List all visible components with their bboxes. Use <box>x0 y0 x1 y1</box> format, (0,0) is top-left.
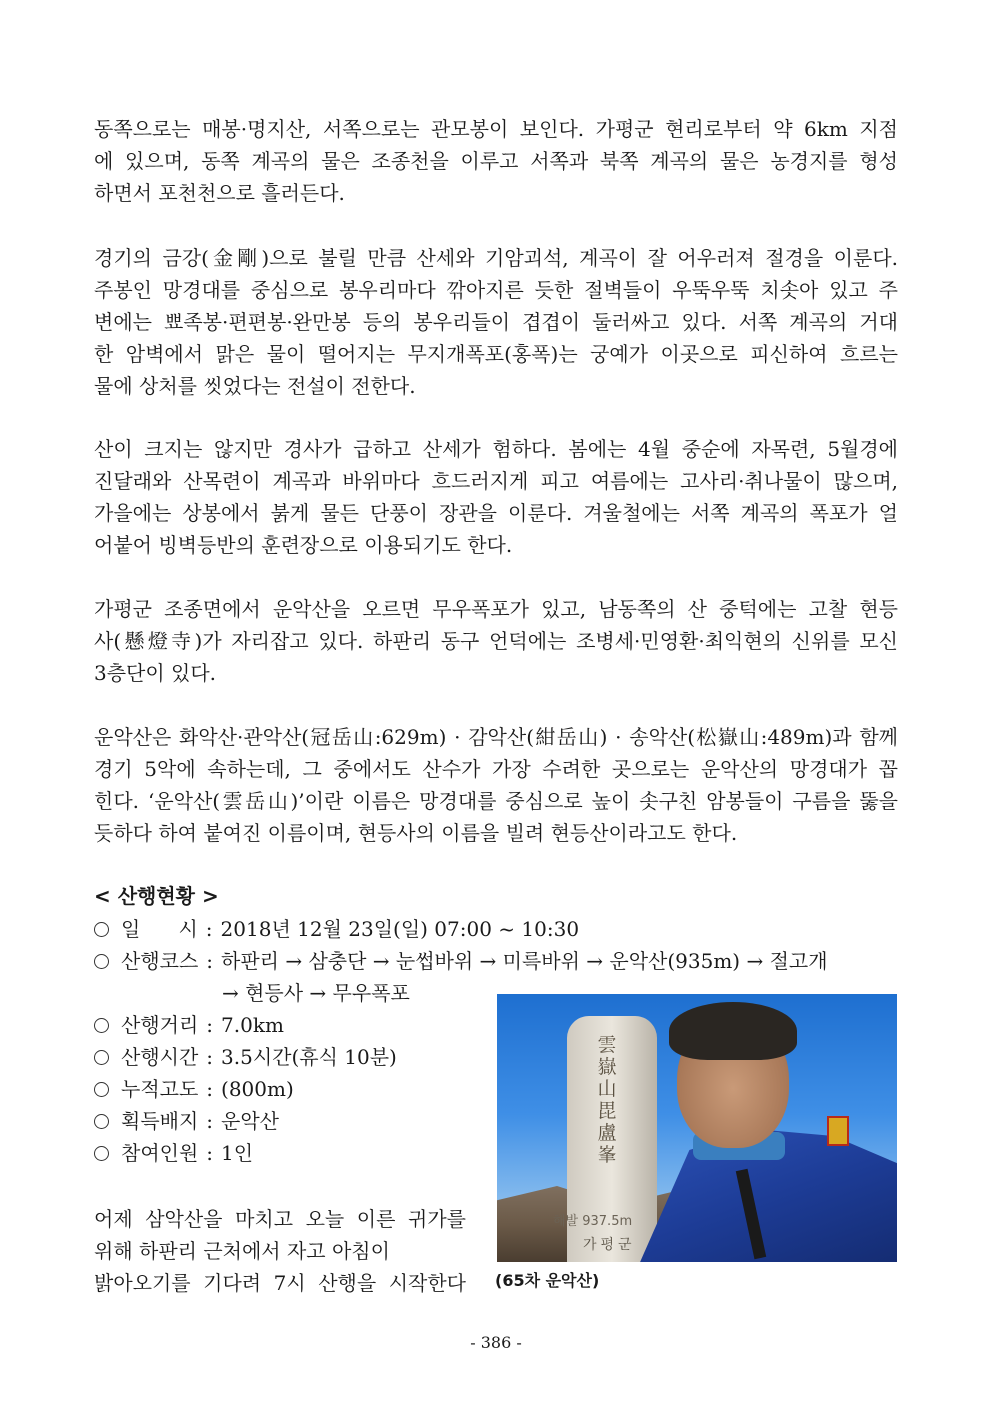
text-line: 가을에는 상봉에서 붉게 물든 단풍이 장관을 이룬다. 겨울철에는 서쪽 계곡의 폭포가 얼 <box>94 501 898 525</box>
text-line: 사(懸燈寺)가 자리잡고 있다. 하판리 동구 언덕에는 조병세·민영환·최익현의 신위를 모신 <box>94 629 898 653</box>
trail-sign <box>827 1116 849 1146</box>
info-row-course <box>94 945 894 977</box>
info-value: 2018년 12월 23일(일) 07:00 ~ 10:30 <box>220 917 580 941</box>
hiker-hair <box>669 1002 797 1060</box>
paragraph-1 <box>94 113 898 209</box>
circle-bullet-icon <box>94 1114 109 1129</box>
text-line: 한 암벽에서 맑은 물이 떨어지는 무지개폭포(홍폭)는 궁예가 이곳으로 피신하여 흐르는 <box>94 342 898 366</box>
info-value: (800m) <box>221 1077 294 1101</box>
info-separator: : <box>206 1013 214 1037</box>
text-line: 하면서 포천천으로 흘러든다. <box>94 181 345 205</box>
paragraph-2 <box>94 242 898 402</box>
info-value: → 현등사 → 무우폭포 <box>222 981 410 1005</box>
info-value: 7.0km <box>221 1013 284 1037</box>
text-line: 산이 크지는 않지만 경사가 급하고 산세가 험하다. 봄에는 4월 중순에 자목련, 5월경에 <box>94 437 898 461</box>
paragraph-5 <box>94 721 898 849</box>
text-line: 물에 상처를 씻었다는 전설이 전한다. <box>94 374 416 398</box>
text-line: 주봉인 망경대를 중심으로 봉우리마다 깎아지른 듯한 절벽들이 우뚝우뚝 치솟아 있고 주 <box>94 278 898 302</box>
info-label: 산행시간 <box>121 1045 199 1069</box>
info-label: 산행코스 <box>121 949 199 973</box>
text-line: 힌다. ‘운악산(雲岳山)’이란 이름은 망경대를 중심으로 높이 솟구친 암봉들이 구름을 뚫을 <box>94 789 898 813</box>
info-label: 획득배지 <box>121 1109 199 1133</box>
text-line: 동쪽으로는 매봉·명지산, 서쪽으로는 관모봉이 보인다. 가평군 현리로부터 약 6km 지점 <box>94 117 898 141</box>
page-number: - 386 - <box>470 1333 522 1352</box>
text-line: 경기의 금강(金剛)으로 불릴 만큼 산세와 기암괴석, 계곡이 잘 어우러져 절경을 이룬다. <box>94 246 898 270</box>
text-line: 운악산은 화악산·관악산(冠岳山:629m) · 감악산(紺岳山) · 송악산(松嶽山:489m)과 함께 <box>94 725 898 749</box>
text-line: 밝아오기를 기다려 7시 산행을 시작한다 <box>94 1271 466 1295</box>
info-row-date <box>94 913 894 945</box>
circle-bullet-icon <box>94 922 109 937</box>
circle-bullet-icon <box>94 1018 109 1033</box>
closing-paragraph <box>94 1203 466 1299</box>
text-line: 듯하다 하여 붙여진 이름이며, 현등사의 이름을 빌려 현등산이라고도 한다. <box>94 821 738 845</box>
info-label: 누적고도 <box>121 1077 199 1101</box>
paragraph-3 <box>94 433 898 561</box>
paragraph-4 <box>94 593 898 689</box>
summit-stone-region: 가평군 <box>583 1237 636 1253</box>
info-separator: : <box>206 1141 214 1165</box>
info-label: 산행거리 <box>121 1013 199 1037</box>
info-separator: : <box>206 1045 214 1069</box>
info-label: 참여인원 <box>121 1141 199 1165</box>
info-value: 운악산 <box>221 1109 279 1133</box>
circle-bullet-icon <box>94 1050 109 1065</box>
text-line: 3층단이 있다. <box>94 661 217 685</box>
summit-stone-inscription: 雲嶽山毘盧峯 <box>597 1034 617 1166</box>
text-line: 어제 삼악산을 마치고 오늘 이른 귀가를 <box>94 1207 466 1231</box>
info-separator: : <box>206 1109 214 1133</box>
text-line: 변에는 뾰족봉·편편봉·완만봉 등의 봉우리들이 겹겹이 둘러싸고 있다. 서쪽 계곡의 거대 <box>94 310 898 334</box>
info-separator: : <box>205 917 213 941</box>
text-line: 경기 5악에 속하는데, 그 중에서도 산수가 가장 수려한 곳으로는 운악산의 망경대가 꼽 <box>94 757 898 781</box>
summit-stone-elevation: 해발 937.5m <box>553 1214 633 1229</box>
info-value: 1인 <box>221 1141 254 1165</box>
text-line: 가평군 조종면에서 운악산을 오르면 무우폭포가 있고, 남동쪽의 산 중턱에는 고찰 현등 <box>94 597 898 621</box>
circle-bullet-icon <box>94 954 109 969</box>
info-separator: : <box>206 1077 214 1101</box>
info-value: 하판리 → 삼충단 → 눈썹바위 → 미륵바위 → 운악산(935m) → 절고개 <box>221 949 828 973</box>
text-line: 에 있으며, 동쪽 계곡의 물은 조종천을 이루고 서쪽과 북쪽 계곡의 물은 농경지를 형성 <box>94 149 898 173</box>
info-value: 3.5시간(휴식 10분) <box>221 1045 397 1069</box>
photo-caption: (65차 운악산) <box>495 1271 600 1290</box>
summit-photo <box>497 994 897 1262</box>
text-line: 진달래와 산목련이 계곡과 바위마다 흐드러지게 피고 여름에는 고사리·취나물이 많으며, <box>94 469 898 493</box>
info-separator: : <box>206 949 214 973</box>
info-label: 일 시 <box>121 917 198 941</box>
circle-bullet-icon <box>94 1146 109 1161</box>
hiking-summary-title: < 산행현황 > <box>94 884 219 908</box>
text-line: 위해 하판리 근처에서 자고 아침이 <box>94 1239 390 1263</box>
circle-bullet-icon <box>94 1082 109 1097</box>
text-line: 어붙어 빙벽등반의 훈련장으로 이용되기도 한다. <box>94 533 513 557</box>
